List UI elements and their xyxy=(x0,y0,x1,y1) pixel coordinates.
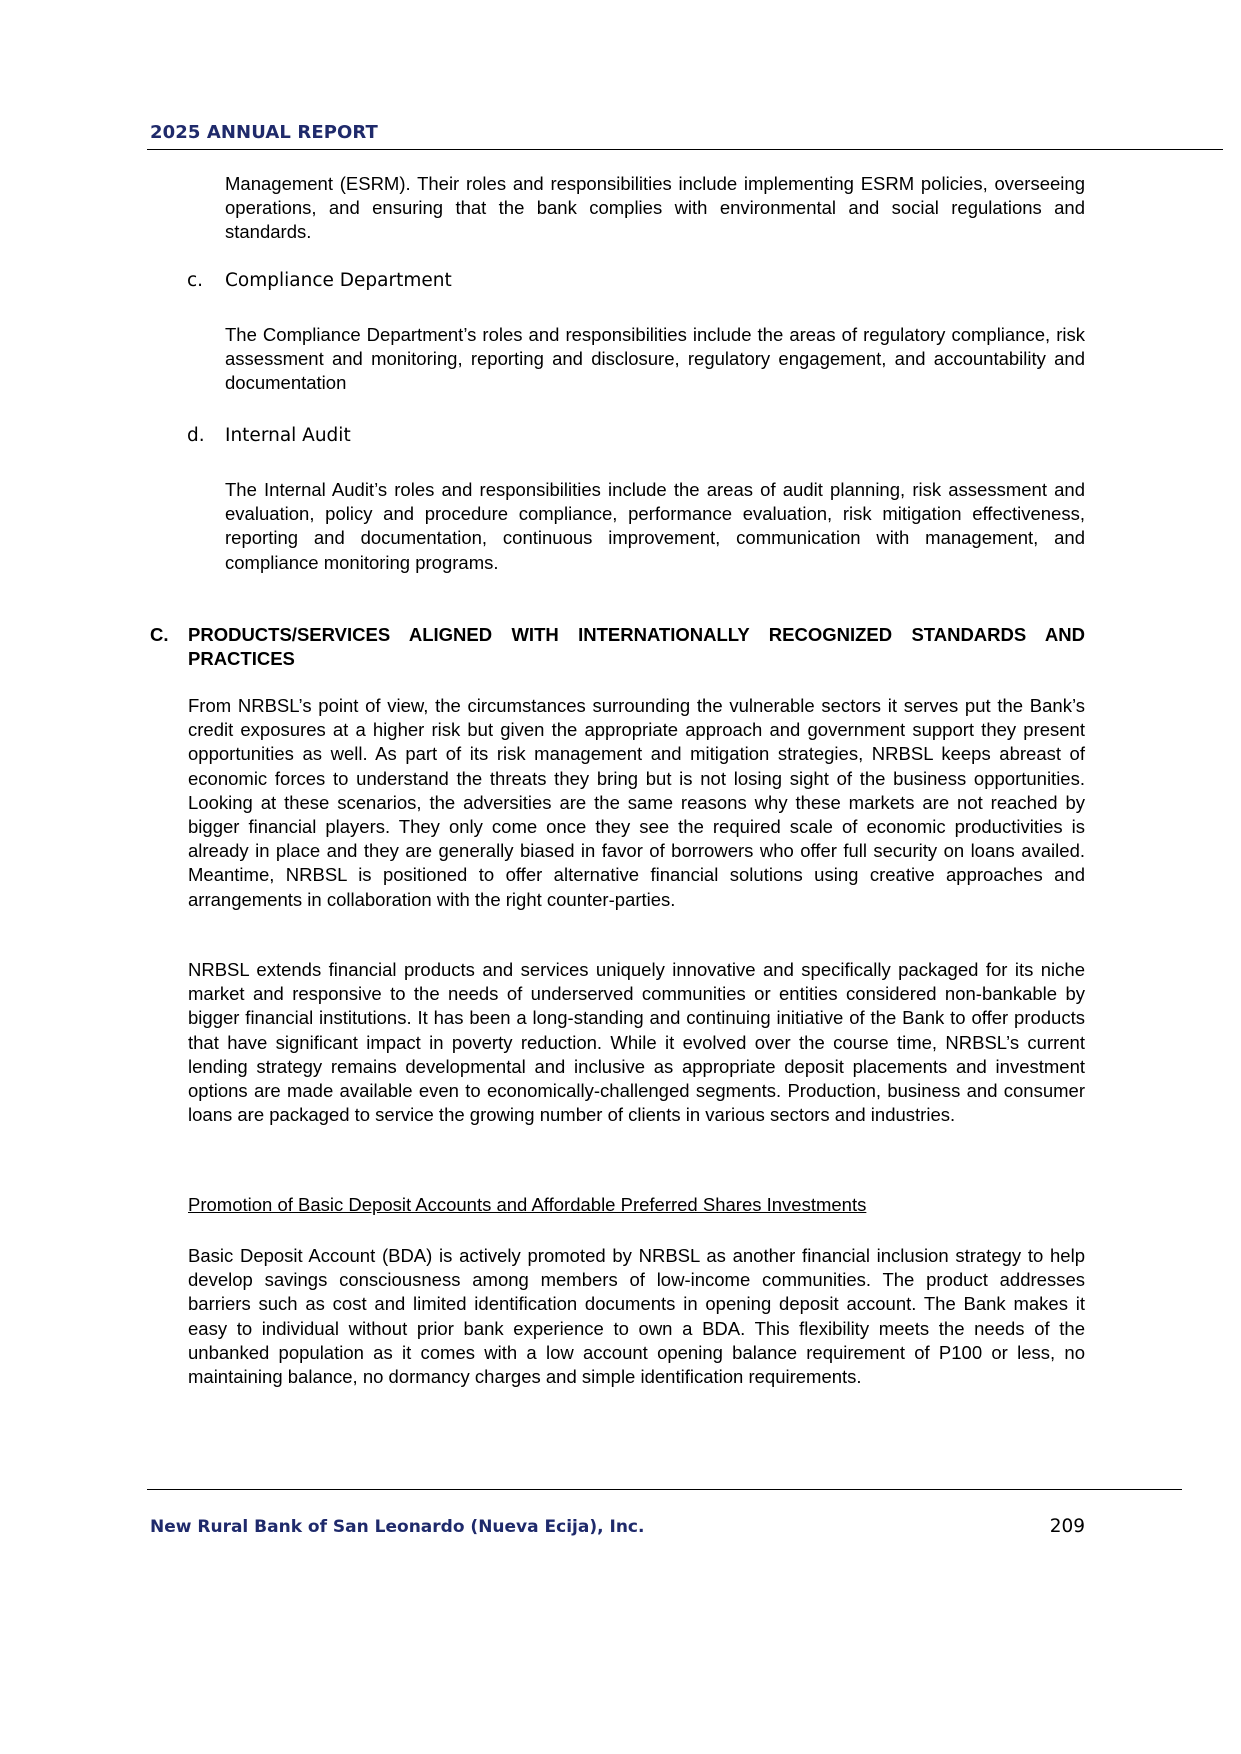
section-letter: C. xyxy=(150,624,169,645)
subsection-title: Compliance Department xyxy=(225,270,452,291)
subsection-compliance-heading xyxy=(0,270,1241,294)
footer-bank-name: New Rural Bank of San Leonardo (Nueva Ecija), Inc. xyxy=(150,1517,645,1537)
subsection-letter: d. xyxy=(187,425,205,446)
header-divider xyxy=(147,149,1223,150)
promotion-body xyxy=(188,1244,1085,1389)
promotion-heading: Promotion of Basic Deposit Accounts and Affordable Preferred Shares Investments xyxy=(188,1194,867,1215)
subsection-letter: c. xyxy=(187,270,204,291)
section-title: PRODUCTS/SERVICES ALIGNED WITH INTERNATIONALLY RECOGNIZED STANDARDS AND PRACTICES xyxy=(188,624,1085,669)
subsection-paragraph: The Internal Audit’s roles and responsibilities include the areas of audit planning, risk assessment and evaluation, policy and procedure compliance, performance evaluation, risk mitigation effectiveness, reporting and documentation, continuous improvement, communication with management, and compliance monitoring programs. xyxy=(225,479,1085,573)
footer-divider xyxy=(147,1489,1182,1490)
promotion-paragraph: Basic Deposit Account (BDA) is actively promoted by NRBSL as another financial inclusion strategy to help develop savings consciousness among members of low-income communities. The product addresses barriers such as cost and limited identification documents in opening deposit account. The Bank makes it easy to individual without prior bank experience to own a BDA. This flexibility meets the needs of the unbanked population as it comes with a low account opening balance requirement of P100 or less, no maintaining balance, no dormancy charges and simple identification requirements. xyxy=(188,1245,1085,1388)
section-c-paragraph-1 xyxy=(188,694,1085,912)
page-number: 209 xyxy=(1049,1516,1085,1537)
subsection-compliance-body xyxy=(225,323,1085,396)
subsection-title: Internal Audit xyxy=(225,425,351,446)
section-c-paragraph-2 xyxy=(188,958,1085,1127)
subsection-internal-audit-body xyxy=(225,478,1085,575)
intro-paragraph: Management (ESRM). Their roles and responsibilities include implementing ESRM policies, overseeing operations, and ensuring that the bank complies with environmental and social regulations and standards. xyxy=(225,173,1085,243)
subsection-paragraph: The Compliance Department’s roles and responsibilities include the areas of regulatory compliance, risk assessment and monitoring, reporting and disclosure, regulatory engagement, and accountability and documentation xyxy=(225,324,1085,394)
subsection-internal-audit-heading xyxy=(0,425,1241,449)
body-paragraph: NRBSL extends financial products and services uniquely innovative and specifically packaged for its niche market and responsive to the needs of underserved communities or entities considered non-bankable by bigger financial institutions. It has been a long-standing and continuing initiative of the Bank to offer products that have significant impact in poverty reduction. While it evolved over the course time, NRBSL’s current lending strategy remains developmental and inclusive as appropriate deposit placements and investment options are made available even to economically-challenged segments. Production, business and consumer loans are packaged to service the growing number of clients in various sectors and industries. xyxy=(188,959,1085,1126)
body-paragraph: From NRBSL’s point of view, the circumstances surrounding the vulnerable sectors it serves put the Bank’s credit exposures at a higher risk but given the appropriate approach and government support they present opportunities as well. As part of its risk management and mitigation strategies, NRBSL keeps abreast of economic forces to understand the threats they bring but is not losing sight of the business opportunities. Looking at these scenarios, the adversities are the same reasons why these markets are not reached by bigger financial players. They only come once they see the required scale of economic productivities is already in place and they are generally biased in favor of borrowers who offer full security on loans availed. Meantime, NRBSL is positioned to offer alternative financial solutions using creative approaches and arrangements in collaboration with the right counter-parties. xyxy=(188,695,1085,910)
intro-block xyxy=(225,172,1085,245)
report-title: 2025 ANNUAL REPORT xyxy=(150,122,378,143)
